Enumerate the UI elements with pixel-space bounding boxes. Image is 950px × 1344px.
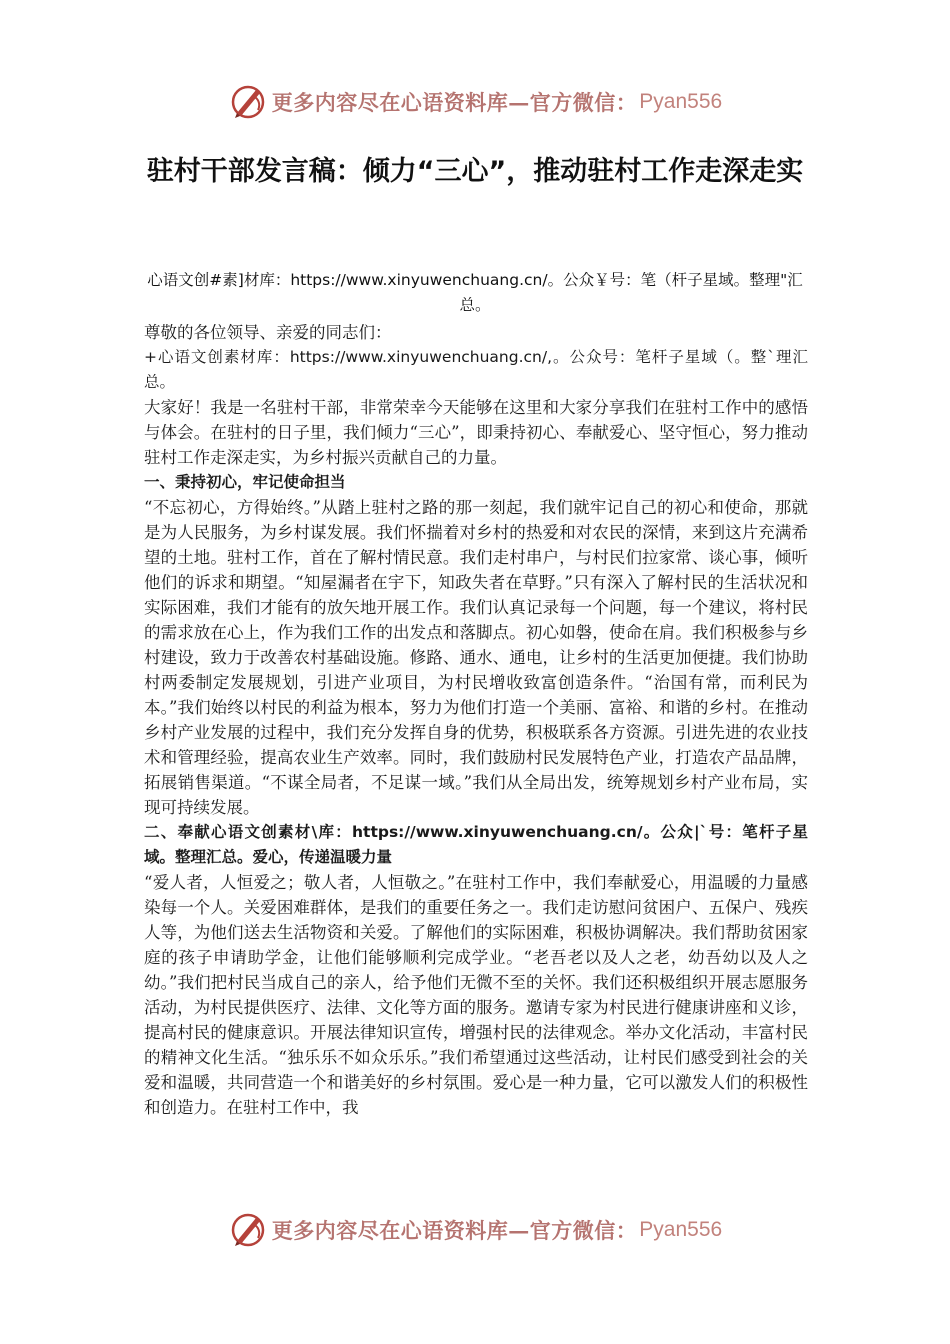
section-2-paragraph: “爱人者，人恒爱之；敬人者，人恒敬之。”在驻村工作中，我们奉献爱心，用温暖的力量感染每一个人。关爱困难群体，是我们的重要任务之一。我们走访慰问贫困户、五保户、残疾人等，为他们送去生活物资和关爱。了解他们的实际困难，积极协调解决。我们帮助贫困家庭的孩子申请助学金，让他们能够顺利完成学业。“老吾老以及人之老，幼吾幼以及人之幼。”我们把村民当成自己的亲人，给予他们无微不至的关怀。我们还积极组织开展志愿服务活动，为村民提供医疗、法律、文化等方面的服务。邀请专家为村民进行健康讲座和义诊，提高村民的健康意识。开展法律知识宣传，增强村民的法律观念。举办文化活动，丰富村民的精神文化生活。“独乐乐不如众乐乐。”我们希望通过这些活动，让村民们感受到社会的关爱和温暖，共同营造一个和谐美好的乡村氛围。爱心是一种力量，它可以激发人们的积极性和创造力。在驻村工作中，我 [144, 873, 808, 1117]
banner-brand-text: 更多内容尽在心语资料库—官方微信： [271, 1218, 638, 1243]
document-body [144, 320, 808, 1120]
document-title: 驻村干部发言稿：倾力“三心”，推动驻村工作走深走实 [146, 156, 804, 187]
header-banner [0, 80, 950, 124]
section-1-paragraph: “不忘初心，方得始终。”从踏上驻村之路的那一刻起，我们就牢记自己的初心和使命，那就是为人民服务，为乡村谋发展。我们怀揣着对乡村的热爱和对农民的深情，来到这片充满希望的土地。驻村工作，首在了解村情民意。我们走村串户，与村民们拉家常、谈心事，倾听他们的诉求和期望。“知屋漏者在宇下，知政失者在草野。”只有深入了解村民的生活状况和实际困难，我们才能有的放矢地开展工作。我们认真记录每一个问题，每一个建议，将村民的需求放在心上，作为我们工作的出发点和落脚点。初心如磐，使命在肩。我们积极参与乡村建设，致力于改善农村基础设施。修路、通水、通电，让乡村的生活更加便捷。我们协助村两委制定发展规划，引进产业项目，为村民增收致富创造条件。“治国有常，而利民为本。”我们始终以村民的利益为根本，努力为他们打造一个美丽、富裕、和谐的乡村。在推动乡村产业发展的过程中，我们充分发挥自身的优势，积极联系各方资源。引进先进的农业技术和管理经验，提高农业生产效率。同时，我们鼓励村民发展特色产业，打造农产品品牌，拓展销售渠道。“不谋全局者，不足谋一域。”我们从全局出发，统筹规划乡村产业布局，实现可持续发展。 [144, 498, 808, 817]
salutation: 尊敬的各位领导、亲爱的同志们： [144, 323, 392, 342]
banner-wechat-id: Pyan556 [639, 1218, 723, 1241]
pen-logo-icon [228, 82, 268, 122]
section-2-heading: 二、奉献心语文创素材\库：https://www.xinyuwenchuang.cn/。公众|`号：笔杆子星域。整理汇总。爱心，传递温暖力量 [144, 823, 808, 866]
banner-brand-text: 更多内容尽在心语资料库—官方微信： [271, 90, 638, 115]
pen-logo-icon [228, 1210, 268, 1250]
banner-wechat-id: Pyan556 [639, 90, 723, 113]
intro-paragraph: 大家好！我是一名驻村干部，非常荣幸今天能够在这里和大家分享我们在驻村工作中的感悟与体会。在驻村的日子里，我们倾力“三心”，即秉持初心、奉献爱心、坚守恒心，努力推动驻村工作走深走实，为乡村振兴贡献自己的力量。 [144, 398, 808, 467]
source-line-2: +心语文创素材库：https://www.xinyuwenchuang.cn/,。公众号：笔杆子星域（。整`理汇总。 [144, 348, 808, 391]
source-line: 心语文创#素]材库：https://www.xinyuwenchuang.cn/。公众￥号：笔（杆子星域。整理"汇总。 [147, 271, 803, 314]
section-1-heading: 一、秉持初心，牢记使命担当 [144, 473, 346, 491]
footer-banner [0, 1208, 950, 1252]
